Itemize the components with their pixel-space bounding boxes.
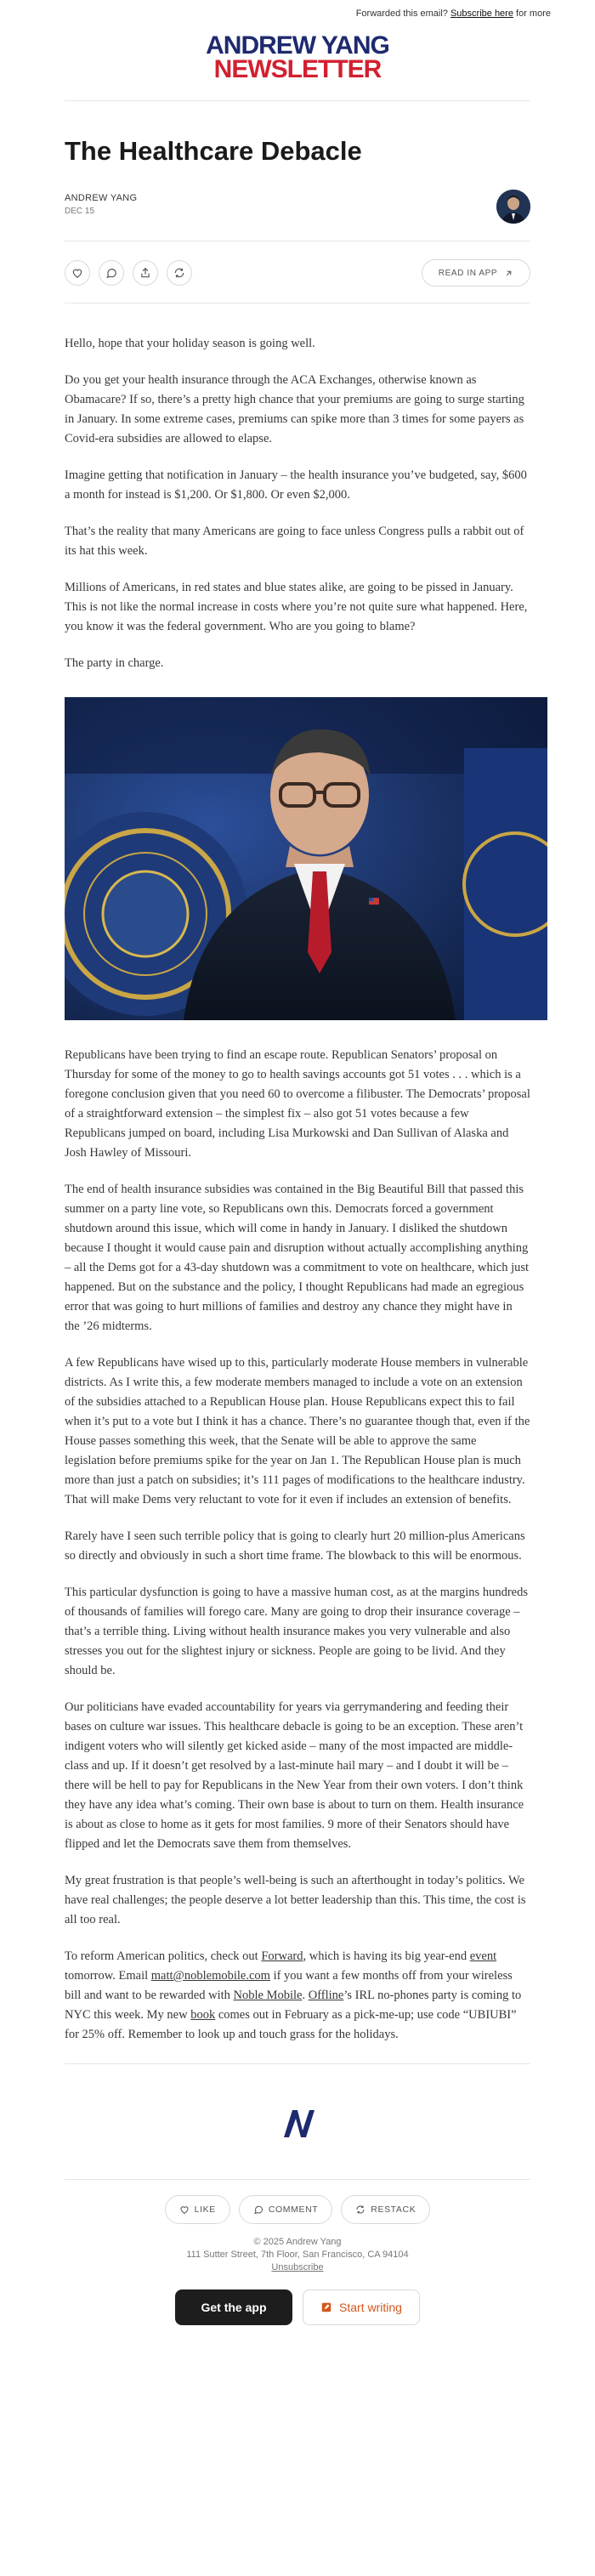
subscribe-link[interactable]: Subscribe here [450,9,513,19]
closing-paragraph [65,1947,530,2045]
like-label: LIKE [194,2204,216,2215]
bottom-spacer [0,2325,595,2346]
noble-mobile-link[interactable]: Noble Mobile [233,1989,303,2002]
footer-like-button[interactable] [165,2195,230,2224]
get-app-label: Get the app [201,2301,267,2314]
forward-link[interactable]: Forward [261,1949,303,1963]
closing-text: ’s IRL no-phones party is coming to NYC this week. My new [65,1989,522,2022]
heart-icon [71,267,83,279]
paragraph: A few Republicans have wised up to this, particularly moderate House members in vulnerable districts. As I write this, a few moderate members managed to include a vote on an extension of the subsidies attached to a Republican House plan. House Republicans expect this to fail when it’s put to a vote but I think it has a chance. There’s no guarantee though that, even if the House passes something this week, that the Senate will be able to approve the same legislation before premiums spike for the year on Jan 1. The Republican House plan is much more than just a patch on subsidies; it’s 111 pages of modifications to the healthcare industry. That will make Dems very reluctant to vote for it even if includes an extension of benefits. [65,1356,530,1506]
paragraph: That’s the reality that many Americans are going to face unless Congress pulls a rabbit out of its hat this week. [65,525,524,558]
closing-text: comes out in February as a pick-me-up; use code “UBIUBI” for 25% off. Remember to look up and touch grass for the holidays. [65,2008,517,2041]
book-link[interactable]: book [190,2008,216,2022]
closing-text: if you want a few months off from your wireless bill and want to be rewarded with [65,1969,513,2002]
paragraph: This particular dysfunction is going to have a massive human cost, as at the margins hundreds of thousands of families will forego care. Many are going to drop their insurance coverage – that’s a terrible thing. Living without health insurance makes you very vulnerable and also stresses you out for the slightest injury or sickness. People are going to be livid. And they should be. [65,1586,528,1677]
share-icon [139,267,151,279]
restack-icon [173,267,185,279]
comment-icon [253,2204,264,2215]
paragraph: Hello, hope that your holiday season is going well. [65,337,315,350]
logo-line-1: ANDREW YANG [206,31,389,60]
restack-icon [355,2204,366,2215]
forward-prefix: Forwarded this email? [355,9,448,19]
event-link[interactable]: event [469,1949,497,1963]
email-link[interactable]: matt@noblemobile.com [150,1969,270,1983]
post-body [65,334,530,2045]
closing-text: tomorrow. Email [65,1969,151,1983]
read-in-app-button[interactable] [422,259,530,287]
byline [65,193,530,230]
heart-icon [179,2204,190,2215]
author-name[interactable]: ANDREW YANG [65,193,138,203]
footer-logo[interactable] [0,2098,595,2153]
footer-cta [0,2289,595,2325]
arrow-up-right-icon [504,269,513,278]
like-button[interactable] [65,260,90,286]
paragraph: The end of health insurance subsidies was contained in the Big Beautiful Bill that passed this summer on a party line vote, so Republicans own this. Democrats forced a government shutdown around this issue, which will come in handy in January. I disliked the shutdown because I thought it would cause pain and disruption without actually accomplishing anything – all the Dems got for a 43-day shutdown was a commitment to vote on healthcare, which just happened. But on the substance and the policy, I thought Republicans had made an egregious error that was going to hurt millions of families and destroy any chance they might have in the ’26 midterms. [65,1183,530,1333]
read-in-app-label: READ IN APP [438,268,498,278]
start-writing-label: Start writing [339,2301,402,2314]
paragraph: Our politicians have evaded accountability for years via gerrymandering and feeding their bases on culture war issues. This healthcare debacle is going to be an exception. These aren’t indigent voters who will silently get kicked aside – many of the most impacted are middle-class and up. If it doesn’t get resolved by a last-minute hail mary – and I doubt it will be – there will be hell to pay for Republicans in the New Year from their own voters. I don’t think they have any idea what’s coming. Their own base is about to turn on them. Health insurance is about as close to home as it gets for most families. 9 more of their Senators should have flipped and let the Democrats save them from themselves. [65,1700,524,1851]
pen-icon [320,2301,332,2313]
footer-info [0,2236,595,2274]
paragraph: Republicans have been trying to find an escape route. Republican Senators’ proposal on Thursday for some of the money to go to health savings accounts got 51 votes . . . which is a foregone conclusion given that you need 60 to overcome a filibuster. The Democrats’ proposal of a straightforward extension – the simplest fix – also got 51 votes because a few Republicans jumped on board, including Lisa Murkowski and Dan Sullivan of Alaska and Josh Hawley of Missouri. [65,1048,530,1160]
paragraph: The party in charge. [65,656,164,670]
copyright: © 2025 Andrew Yang [253,2237,342,2247]
logo-line-2: NEWSLETTER [213,55,382,83]
get-app-button[interactable] [175,2289,292,2325]
share-button[interactable] [133,260,158,286]
paragraph: My great frustration is that people’s well-being is such an afterthought in today’s politics. We have real challenges; the people deserve a lot better leadership than this. This time, the cost is all too real. [65,1874,526,1926]
paragraph: Rarely have I seen such terrible policy that is going to clearly hurt 20 million-plus Americans so directly and obviously in such a short time frame. The blowback to this will be enormous. [65,1529,525,1563]
offline-link[interactable]: Offline [308,1989,344,2002]
footer-logo-icon [272,2098,323,2149]
avatar[interactable] [496,190,530,224]
start-writing-button[interactable] [303,2289,420,2325]
footer-actions [0,2195,595,2224]
divider [65,100,530,101]
restack-button[interactable] [167,260,192,286]
divider [65,2179,530,2180]
restack-label: RESTACK [371,2204,416,2215]
post-title[interactable]: The Healthcare Debacle [65,136,362,166]
newsletter-logo[interactable] [0,26,595,100]
paragraph: Millions of Americans, in red states and blue states alike, are going to be pissed in January. This is not like the normal increase in costs where you’re not quite sure what happened. Here, you know it was the federal government. Who are you going to blame? [65,581,528,633]
closing-text: To reform American politics, check out [65,1949,262,1963]
address: 111 Sutter Street, 7th Floor, San Francisco, CA 94104 [186,2250,409,2260]
footer-restack-button[interactable] [341,2195,430,2224]
paragraph: Do you get your health insurance through the ACA Exchanges, otherwise known as Obamacare? If so, there’s a pretty high chance that your premiums are going to surge starting in January. In some extreme cases, premiums can spike more than 3 times for some payers as Covid-era subsidies are allowed to elapse. [65,373,524,445]
post-date: DEC 15 [65,207,95,216]
post-actions-bar [65,241,530,304]
comment-label: COMMENT [268,2204,319,2215]
paragraph: Imagine getting that notification in January – the health insurance you’ve budgeted, say, $600 a month for instead is $1,200. Or $1,800. Or even $2,000. [65,468,527,502]
comment-icon [105,267,117,279]
footer-comment-button[interactable] [239,2195,332,2224]
unsubscribe-link[interactable]: Unsubscribe [271,2262,324,2272]
forward-bar [0,0,595,26]
closing-text: , which is having its big year-end [303,1949,470,1963]
post-photo[interactable] [65,697,547,1020]
closing-text: . [302,1989,309,2002]
forward-suffix: for more [516,9,551,19]
comment-button[interactable] [99,260,124,286]
divider [65,2063,530,2064]
